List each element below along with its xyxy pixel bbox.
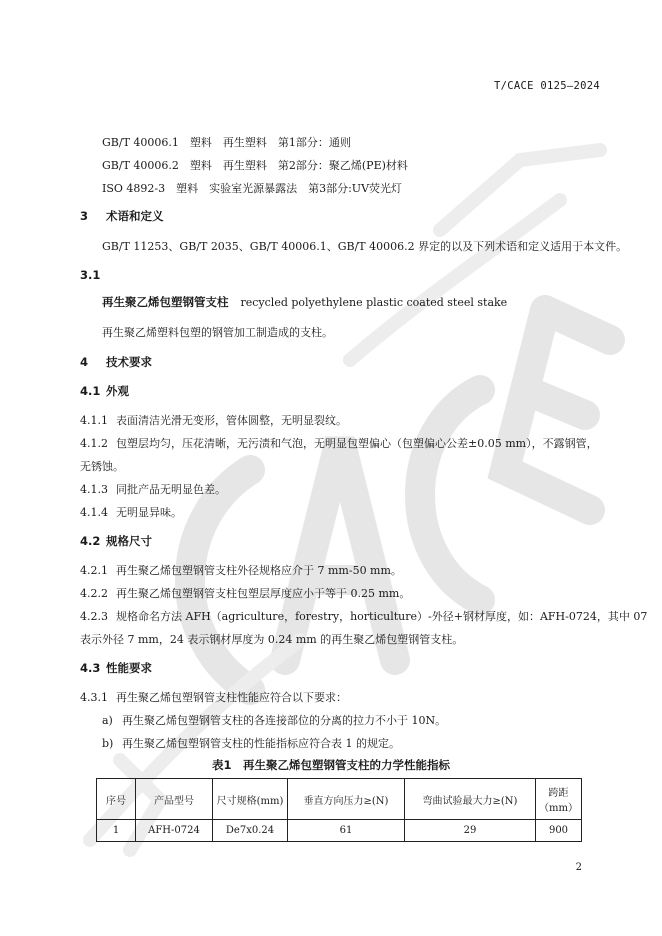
clause-text: 包塑层均匀，压花清晰，无污渍和气泡，无明显包塑偏心（包塑偏心公差±0.05 mm），不露钢管， (116, 437, 598, 450)
table-header-cell (536, 779, 582, 820)
clause-4-1-2 (80, 435, 598, 451)
clause-number: 4.3.1 (80, 691, 108, 704)
table-cell: 29 (405, 820, 536, 842)
table-header-cell: 序号 (97, 779, 136, 820)
table-header-cell: 产品型号 (136, 779, 213, 820)
clause-4-1-3 (80, 481, 226, 497)
clause-4-2-3 (80, 608, 647, 624)
clause-4-2-3-continued: 表示外径 7 mm，24 表示钢材厚度为 0.24 mm 的再生聚乙烯包塑钢管支柱。 (80, 633, 464, 646)
reference-item: ISO 4892-3 塑料 实验室光源暴露法 第3部分:UV荧光灯 (102, 182, 403, 195)
clause-number: 4.1.1 (80, 414, 108, 427)
clause-4-2-2 (80, 585, 410, 601)
term-entry (102, 294, 507, 310)
clause-4-1-4 (80, 504, 182, 520)
table-cell: AFH-0724 (136, 820, 213, 842)
term-chinese: 再生聚乙烯包塑钢管支柱 (102, 295, 229, 309)
list-text: 再生聚乙烯包塑钢管支柱的性能指标应符合表 1 的规定。 (122, 737, 400, 750)
subsection-title: 外观 (106, 384, 129, 398)
clause-text: 规格命名方法 AFH（agriculture，forestry，horticulture）-外径+钢材厚度，如：AFH-0724，其中 07 (116, 610, 648, 623)
subsection-title: 规格尺寸 (106, 534, 152, 548)
watermark-stroke-3 (440, 150, 600, 230)
clause-number: 4.1.3 (80, 483, 108, 496)
clause-4-1-2-continued: 无锈蚀。 (80, 460, 124, 473)
subsection-heading-4-2 (80, 533, 152, 549)
table-cell: De7x0.24 (213, 820, 288, 842)
subsection-heading-4-1 (80, 383, 129, 399)
performance-table (96, 778, 582, 842)
clause-number: 4.1.2 (80, 437, 108, 450)
clause-4-1-1 (80, 412, 347, 428)
clause-number: 4.2.3 (80, 610, 108, 623)
reference-item: GB/T 40006.1 塑料 再生塑料 第1部分：通则 (102, 136, 351, 149)
table-header-cell: 垂直方向压力≥(N) (288, 779, 405, 820)
section-intro: GB/T 11253、GB/T 2035、GB/T 40006.1、GB/T 40006.2 界定的以及下列术语和定义适用于本文件。 (102, 240, 628, 253)
table-header-line: （mm） (539, 803, 578, 814)
subsection-number: 4.1 (80, 384, 101, 398)
section-heading-4 (80, 354, 152, 370)
term-english: recycled polyethylene plastic coated steel stake (240, 296, 508, 309)
table-row (97, 820, 582, 842)
clause-text: 再生聚乙烯包塑钢管支柱外径规格应介于 7 mm-50 mm。 (116, 564, 402, 577)
section-title: 技术要求 (106, 355, 152, 369)
section-heading-3 (80, 208, 164, 224)
clause-number: 4.1.4 (80, 506, 108, 519)
clause-4-2-1 (80, 562, 402, 578)
reference-item: GB/T 40006.2 塑料 再生塑料 第2部分：聚乙烯(PE)材料 (102, 159, 408, 172)
term-number: 3.1 (80, 268, 101, 282)
clause-text: 无明显异味。 (116, 506, 182, 519)
list-label: b) (102, 737, 114, 750)
clause-number: 4.2.2 (80, 587, 108, 600)
table-header-cell: 弯曲试验最大力≥(N) (405, 779, 536, 820)
list-text: 再生聚乙烯包塑钢管支柱的各连接部位的分离的拉力不小于 10N。 (122, 714, 447, 727)
clause-text: 再生聚乙烯包塑钢管支柱性能应符合以下要求： (116, 691, 347, 704)
section-number: 4 (80, 355, 89, 369)
section-title: 术语和定义 (106, 209, 164, 223)
page-number: 2 (575, 862, 582, 873)
watermark-letter-c2 (420, 390, 480, 600)
watermark-letter-c1 (190, 470, 250, 690)
list-item-b (102, 735, 400, 751)
clause-4-3-1 (80, 689, 347, 705)
document-number: T/CACE 0125—2024 (494, 80, 600, 92)
table-cell: 900 (536, 820, 582, 842)
clause-text: 再生聚乙烯包塑钢管支柱包塑层厚度应小于等于 0.25 mm。 (116, 587, 411, 600)
table-cell: 61 (288, 820, 405, 842)
clause-text: 表面清洁光滑无变形，管体圆整，无明显裂纹。 (116, 414, 347, 427)
table-cell: 1 (97, 820, 136, 842)
term-definition: 再生聚乙烯塑料包塑的钢管加工制造成的支柱。 (102, 326, 333, 339)
list-item-a (102, 712, 446, 728)
table-header-row (97, 779, 582, 820)
subsection-title: 性能要求 (106, 661, 152, 675)
subsection-number: 4.3 (80, 661, 101, 675)
watermark-stroke-2 (350, 200, 560, 360)
watermark-letter-a (285, 440, 395, 660)
clause-text: 同批产品无明显色差。 (116, 483, 226, 496)
table-header-line: 跨距 (548, 788, 569, 799)
table-caption: 表1 再生聚乙烯包塑钢管支柱的力学性能指标 (212, 758, 450, 772)
subsection-heading-4-3 (80, 660, 152, 676)
list-label: a) (102, 714, 113, 727)
watermark-letter-e (505, 310, 610, 510)
section-number: 3 (80, 209, 89, 223)
table-header-cell: 尺寸规格(mm) (213, 779, 288, 820)
subsection-number: 4.2 (80, 534, 101, 548)
clause-number: 4.2.1 (80, 564, 108, 577)
